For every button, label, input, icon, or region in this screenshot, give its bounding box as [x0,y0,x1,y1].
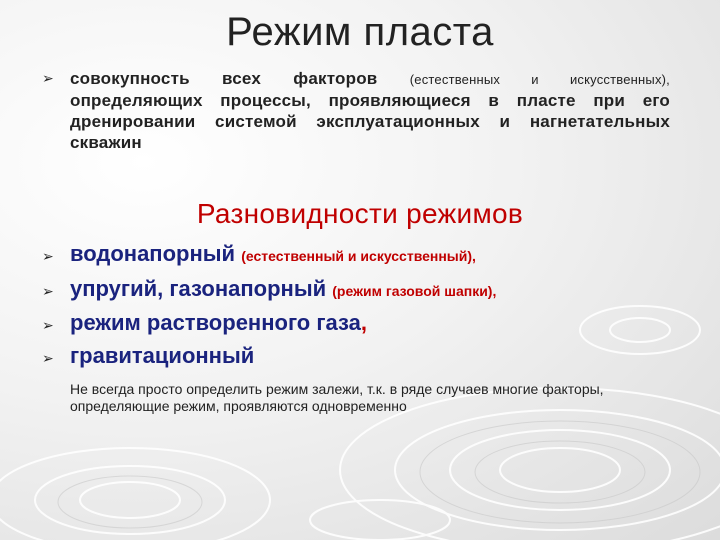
mode-item-dissolved-gas [70,310,367,336]
mode-note: (режим газовой шапки), [332,283,497,299]
bullet-icon: ➢ [42,248,54,264]
definition-bold-a: совокупность всех факторов [70,69,378,88]
mode-name: упругий, газонапорный [70,276,327,301]
definition-parenthetical: (естественных и искусственных), [409,72,670,87]
bullet-icon: ➢ [42,70,54,86]
mode-item-elastic-gas-cap [70,276,496,302]
mode-note: (естественный и искусственный), [241,248,476,264]
mode-item-gravity [70,343,254,369]
modes-subtitle: Разновидности режимов [196,198,524,229]
mode-suffix: , [360,310,368,335]
bullet-icon: ➢ [42,283,54,299]
mode-name: водонапорный [70,241,236,266]
slide-title: Режим пласта [226,10,494,54]
definition-paragraph [70,68,670,153]
mode-name: режим растворенного газа [70,310,361,335]
mode-item-water-drive [70,241,476,267]
definition-bold-b: определяющих процессы, проявляющиеся в пласте при его дренировании системой эксплуатационных и нагнетательных скважин [70,91,670,152]
footnote: Не всегда просто определить режим залежи, т.к. в ряде случаев многие факторы, определяющие режим, проявляются одновременно [70,381,604,414]
mode-name: гравитационный [70,343,255,368]
bullet-icon: ➢ [42,350,54,366]
bullet-icon: ➢ [42,317,54,333]
